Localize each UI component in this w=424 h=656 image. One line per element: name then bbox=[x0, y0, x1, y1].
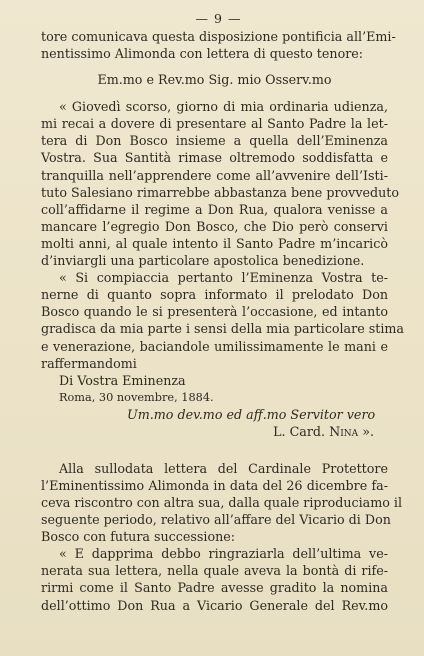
text-line: rirmi come il Santo Padre avesse gradito la nomina bbox=[41, 580, 388, 596]
signature-prefix: L. Card. bbox=[273, 423, 330, 439]
letter-signature bbox=[41, 423, 388, 440]
text-line: molti anni, al quale intento il Santo Padre m’incaricò bbox=[41, 235, 388, 251]
text-line: coll’affidarne il regime a Don Rua, qualora venisse a bbox=[41, 201, 388, 217]
text-line: d’inviargli una particolare apostolica benedizione. bbox=[41, 253, 365, 269]
text-line: tore comunicava questa disposizione pontificia all’Emi- bbox=[41, 29, 396, 44]
text-line: mancare l’egregio Don Bosco, che Dio però conservi bbox=[41, 218, 388, 234]
text-line: tera di Don Bosco insieme a quella dell’Eminenza bbox=[41, 133, 388, 149]
text-line: dell’ottimo Don Rua a Vicario Generale del Rev.mo bbox=[41, 597, 388, 613]
page-number: — 9 — bbox=[195, 11, 242, 26]
text-line: l’Eminentissimo Alimonda in data del 26 dicembre fa- bbox=[41, 477, 388, 493]
text-line: e venerazione, baciandole umilissimamente le mani e bbox=[41, 338, 388, 354]
text-line: Vostra. Sua Santità rimase oltremodo soddisfatta e bbox=[41, 150, 388, 166]
text-line: ceva riscontro con altra sua, dalla quale riproduciamo il bbox=[41, 494, 403, 510]
text-line: mi recai a dovere di presentare al Santo Padre la let- bbox=[41, 116, 388, 132]
letter-closing: Di Vostra Eminenza bbox=[59, 372, 186, 388]
text-line: gradisca da mia parte i sensi della mia particolare stima bbox=[41, 321, 404, 337]
letter-paragraph-2 bbox=[41, 269, 404, 372]
intro-paragraph bbox=[41, 28, 396, 62]
letter-date: Roma, 30 novembre, 1884. bbox=[59, 390, 214, 404]
text-line: raffermandomi bbox=[41, 355, 137, 371]
text-line: seguente periodo, relativo all’affare del Vicario di Don bbox=[41, 512, 391, 528]
text-line: Bosco quando le si presenterà l’occasione, ed intanto bbox=[41, 304, 388, 320]
text-line: tuto Salesiano rimarrebbe abbastanza bene provveduto bbox=[41, 184, 400, 200]
text-line: « Si compiaccia pertanto l’Eminenza Vostra te- bbox=[59, 270, 388, 286]
text-line: Bosco con futura successione: bbox=[41, 529, 236, 545]
body-paragraph-2 bbox=[41, 545, 388, 613]
text-line: « E dapprima debbo ringraziarla dell’ultima ve- bbox=[59, 546, 388, 562]
text-line: tranquilla nell’apprendere come all’avvenire dell’Isti- bbox=[41, 167, 388, 183]
letter-salutation: Em.mo e Rev.mo Sig. mio Osserv.mo bbox=[97, 72, 332, 88]
text-line: nentissimo Alimonda con lettera di questo tenore: bbox=[41, 46, 364, 62]
letter-paragraph-1 bbox=[41, 98, 400, 269]
text-line: Alla sullodata lettera del Cardinale Protettore bbox=[59, 460, 388, 476]
text-line: nerata sua lettera, nella quale aveva la bontà di rife- bbox=[41, 563, 388, 579]
signature-name: Nina bbox=[329, 423, 359, 439]
signature-suffix: ». bbox=[358, 423, 374, 439]
body-paragraph-1 bbox=[41, 460, 403, 545]
text-line: nerne di quanto sopra informato il prelodato Don bbox=[41, 287, 388, 303]
letter-signoff: Um.mo dev.mo ed aff.mo Servitor vero bbox=[127, 406, 376, 422]
text-line: « Giovedì scorso, giorno di mia ordinaria udienza, bbox=[59, 99, 388, 115]
